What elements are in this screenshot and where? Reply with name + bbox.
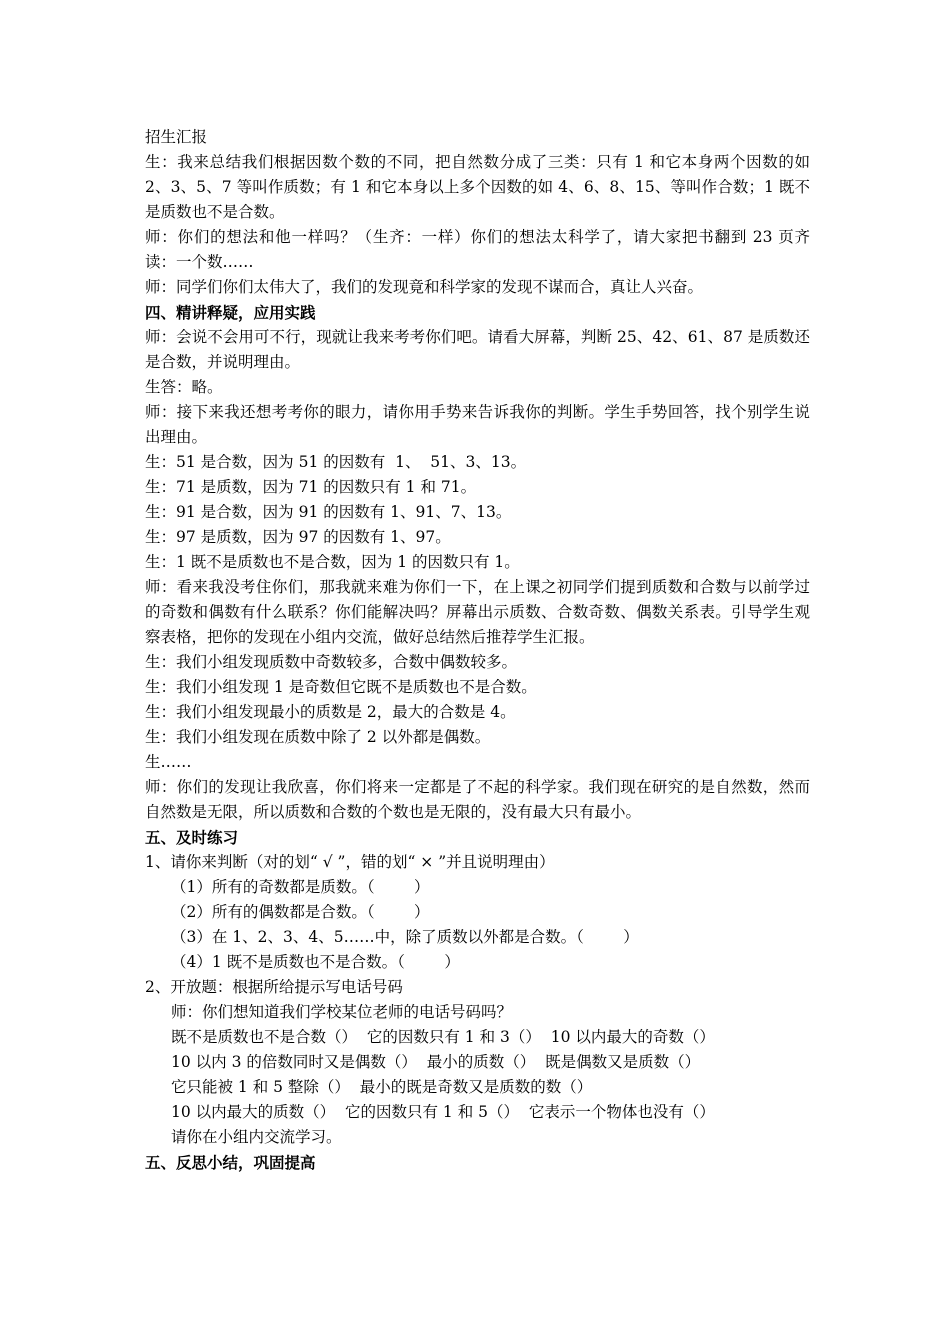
exercise-subitem: 它只能被 1 和 5 整除（） 最小的既是奇数又是质数的数（） <box>171 1078 593 1096</box>
paragraph: 生：51 是合数，因为 51 的因数有 1、 51、3、13。 <box>145 453 527 471</box>
paragraph: 生：我们小组发现最小的质数是 2，最大的合数是 4。 <box>145 703 516 721</box>
exercise-subitem: 10 以内最大的质数（） 它的因数只有 1 和 5（） 它表示一个物体也没有（） <box>171 1103 715 1121</box>
exercise-subitem: 既不是质数也不是合数（） 它的因数只有 1 和 3（） 10 以内最大的奇数（） <box>171 1028 715 1046</box>
exercise-item: 2、开放题：根据所给提示写电话号码 <box>145 978 403 996</box>
exercise-subitem: （4）1 既不是质数也不是合数。（ ） <box>171 953 460 971</box>
paragraph: 生：97 是质数，因为 97 的因数有 1、97。 <box>145 528 451 546</box>
paragraph: 师：同学们你们太伟大了，我们的发现竟和科学家的发现不谋而合，真让人兴奋。 <box>145 278 704 296</box>
paragraph: 生：我们小组发现 1 是奇数但它既不是质数也不是合数。 <box>145 678 537 696</box>
exercise-subitem: 师：你们想知道我们学校某位老师的电话号码吗？ <box>171 1003 513 1021</box>
exercise-subitem: （2）所有的偶数都是合数。（ ） <box>171 903 430 921</box>
exercise-item: 1、请你来判断（对的划“ √ ”，错的划“ × ”并且说明理由） <box>145 853 555 871</box>
paragraph: 生：71 是质数，因为 71 的因数只有 1 和 71。 <box>145 478 477 496</box>
section-heading: 五、反思小结，巩固提高 <box>145 1153 316 1172</box>
paragraph: 师：你们的发现让我欣喜，你们将来一定都是了不起的科学家。我们现在研究的是自然数，然而自然数是无限，所以质数和合数的个数也是无限的，没有最大只有最小。 <box>145 778 810 821</box>
exercise-subitem: （3）在 1、2、3、4、5……中，除了质数以外都是合数。（ ） <box>171 928 639 946</box>
paragraph: 招生汇报 <box>145 128 208 146</box>
paragraph: 生答：略。 <box>145 378 223 396</box>
paragraph: 生：我来总结我们根据因数个数的不同，把自然数分成了三类：只有 1 和它本身两个因数的如 2、3、5、7 等叫作质数；有 1 和它本身以上多个因数的如 4、6、8、15、等叫作合数；1 既不是质数也不是合数。 <box>145 153 815 221</box>
section-heading: 五、及时练习 <box>145 828 239 847</box>
section-heading: 四、精讲释疑，应用实践 <box>145 303 316 322</box>
exercise-subitem: 10 以内 3 的倍数同时又是偶数（） 最小的质数（） 既是偶数又是质数（） <box>171 1053 701 1071</box>
paragraph: 生…… <box>145 753 192 771</box>
paragraph: 生：1 既不是质数也不是合数，因为 1 的因数只有 1。 <box>145 553 520 571</box>
exercise-subitem: 请你在小组内交流学习。 <box>171 1128 342 1146</box>
paragraph: 生：91 是合数，因为 91 的因数有 1、91、7、13。 <box>145 503 512 521</box>
paragraph: 师：会说不会用可不行，现就让我来考考你们吧。请看大屏幕，判断 25、42、61、87 是质数还是合数，并说明理由。 <box>145 328 810 371</box>
paragraph: 师：看来我没考住你们，那我就来难为你们一下，在上课之初同学们提到质数和合数与以前学过的奇数和偶数有什么联系？你们能解决吗？屏幕出示质数、合数奇数、偶数关系表。引导学生观察表格，把你的发现在小组内交流，做好总结然后推荐学生汇报。 <box>145 578 810 646</box>
paragraph: 生：我们小组发现质数中奇数较多，合数中偶数较多。 <box>145 653 518 671</box>
paragraph: 生：我们小组发现在质数中除了 2 以外都是偶数。 <box>145 728 491 746</box>
paragraph: 师：接下来我还想考考你的眼力，请你用手势来告诉我你的判断。学生手势回答，找个别学生说出理由。 <box>145 403 810 446</box>
paragraph: 师：你们的想法和他一样吗？（生齐：一样）你们的想法太科学了，请大家把书翻到 23 页齐读：一个数…… <box>145 228 810 271</box>
exercise-subitem: （1）所有的奇数都是质数。（ ） <box>171 878 430 896</box>
document-body <box>145 125 815 1175</box>
